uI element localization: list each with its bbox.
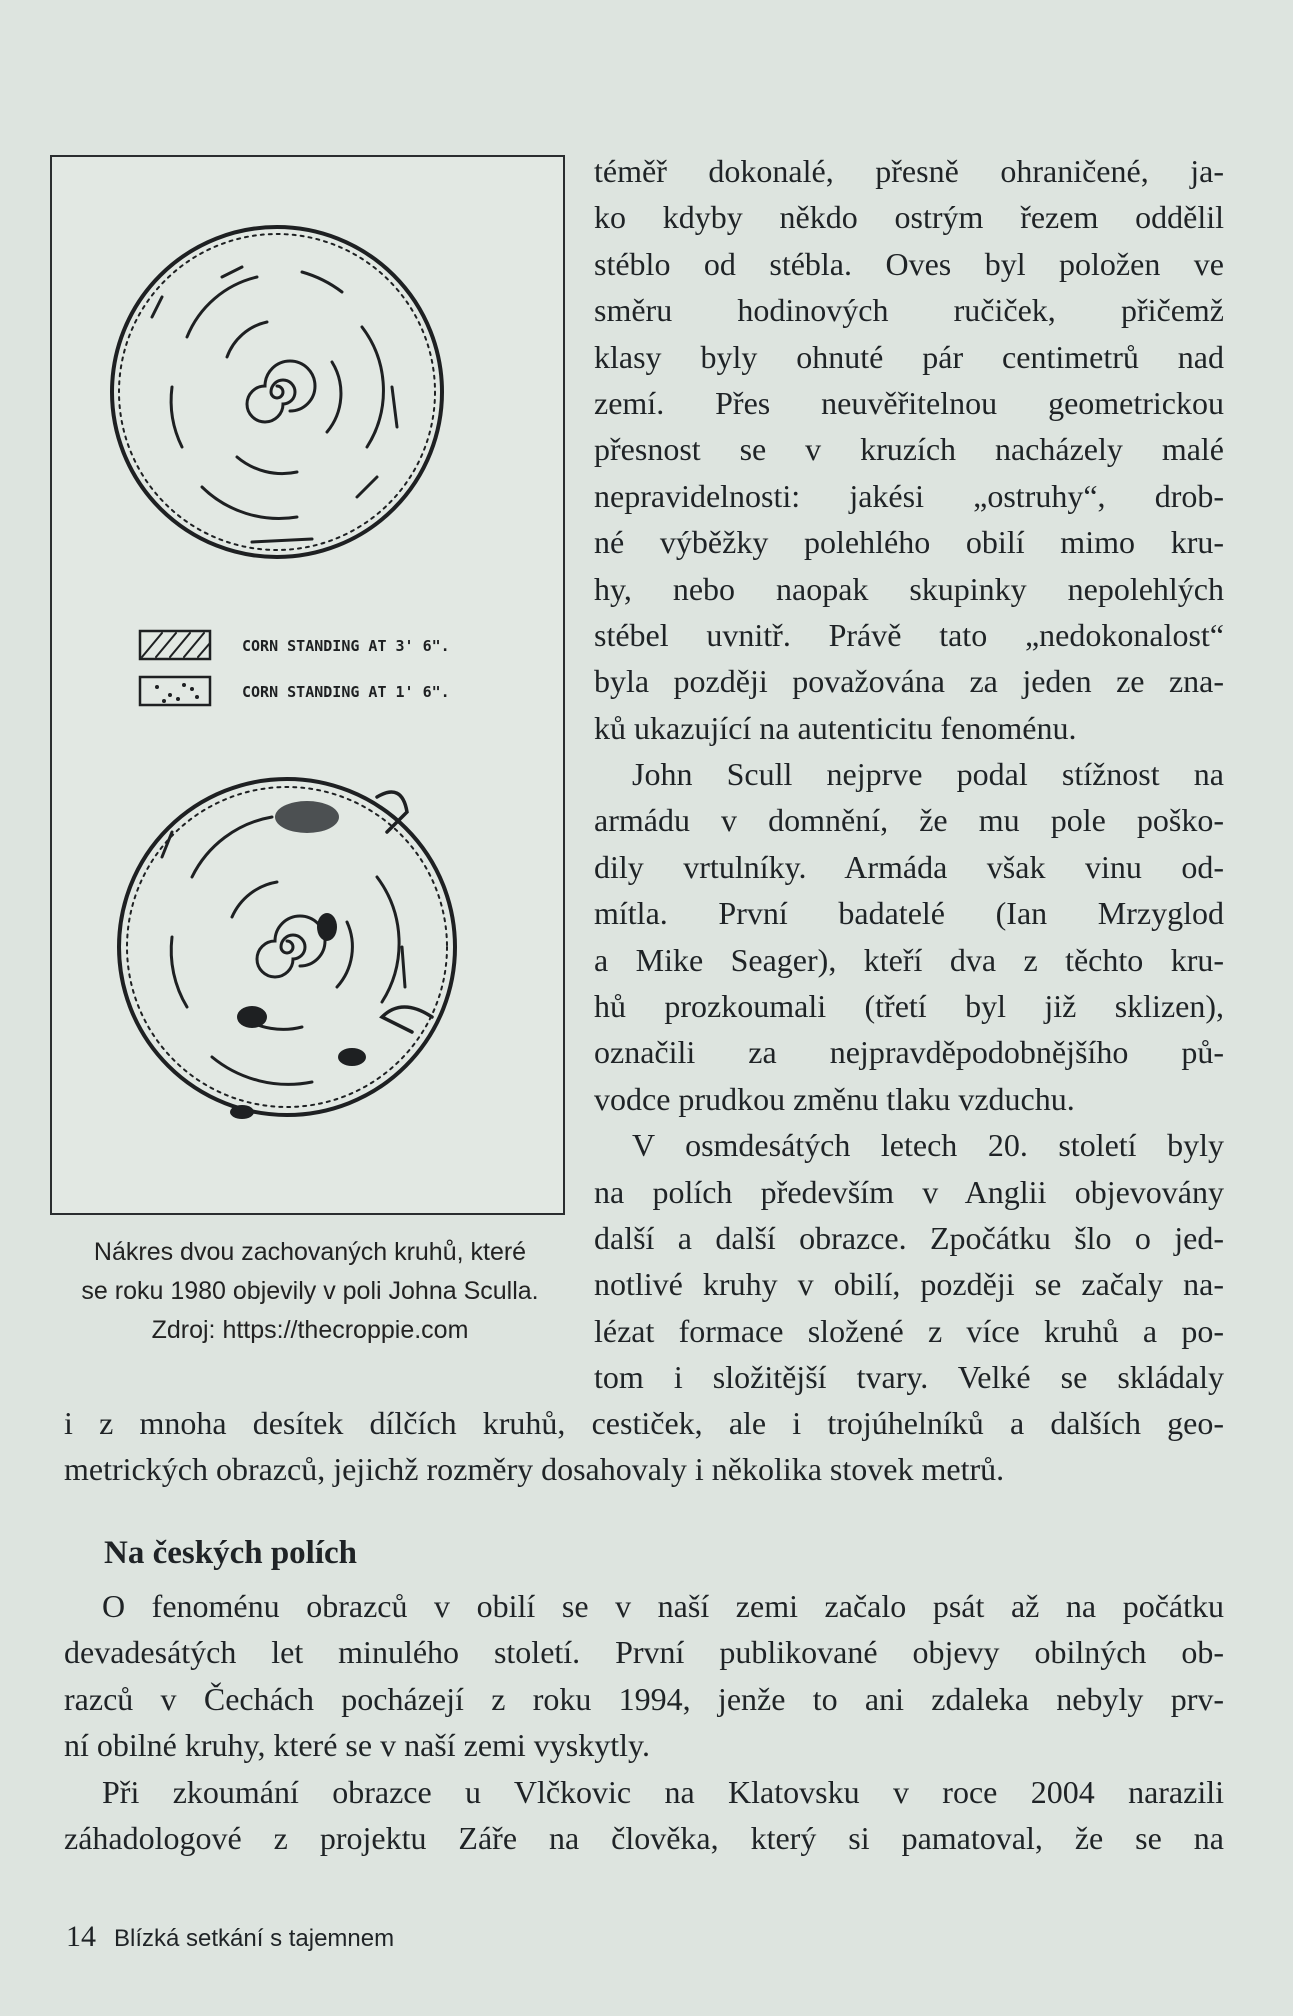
text-line: téměř dokonalé, přesně ohraničené, ja-	[594, 153, 1224, 189]
section-heading: Na českých polích	[104, 1535, 358, 1571]
text-line: stébel uvnitř. Právě tato „nedokonalost“	[594, 616, 1224, 653]
page-number: 14	[66, 1920, 96, 1953]
section-text	[64, 1583, 1224, 1861]
caption-line: se roku 1980 objevily v poli Johna Sculla.	[81, 1277, 539, 1305]
text-line: označili za nejpravděpodobnějšího pů-	[594, 1034, 1224, 1071]
text-line: vodce prudkou změnu tlaku vzduchu.	[594, 1080, 1075, 1117]
text-line: John Scull nejprve podal stížnost na	[632, 756, 1224, 793]
text-line: Při zkoumání obrazce u Vlčkovic na Klatovsku v roce 2004 narazili	[102, 1773, 1224, 1810]
caption-line: Zdroj: https://thecroppie.com	[151, 1316, 469, 1344]
text-line: nepravidelnosti: jakési „ostruhy“, drob-	[594, 477, 1224, 514]
caption-line: Nákres dvou zachovaných kruhů, které	[93, 1238, 527, 1266]
text-line: přesnost se v kruzích nacházely malé	[594, 431, 1224, 468]
crop-circle-drawing	[52, 157, 563, 1213]
text-line: V osmdesátých letech 20. století byly	[632, 1127, 1224, 1164]
text-line: tom i složitější tvary. Velké se skládaly	[594, 1359, 1224, 1396]
text-line: lézat formace složené z více kruhů a po-	[594, 1312, 1224, 1349]
text-line: na polích především v Anglii objevovány	[594, 1173, 1224, 1210]
text-line: hů prozkoumali (třetí byl již sklizen),	[594, 988, 1224, 1025]
right-column-text	[594, 148, 1224, 1401]
running-title: Blízká setkání s tajemnem	[114, 1925, 395, 1952]
text-line: devadesátých let minulého století. První publikované objevy obilných ob-	[64, 1634, 1224, 1671]
text-line: ko kdyby někdo ostrým řezem oddělil	[594, 199, 1224, 236]
text-line: O fenoménu obrazců v obilí se v naší zemi začalo psát až na počátku	[102, 1588, 1224, 1624]
text-line: i z mnoha desítek dílčích kruhů, cestiček, ale i trojúhelníků a dalších geo-	[64, 1405, 1224, 1441]
full-width-text	[64, 1400, 1224, 1493]
text-line: zemí. Přes neuvěřitelnou geometrickou	[594, 384, 1224, 421]
text-line: klasy byly ohnuté pár centimetrů nad	[594, 338, 1224, 375]
legend-label-tall: CORN STANDING AT 3' 6".	[242, 637, 450, 655]
page-footer	[66, 1920, 394, 1954]
text-line: notlivé kruhy v obilí, později se začaly na-	[594, 1266, 1224, 1303]
text-line: a Mike Seager), kteří dva z těchto kru-	[594, 941, 1224, 978]
text-line: záhadologové z projektu Záře na člověka, který si pamatoval, že se na	[64, 1819, 1224, 1856]
legend-label-short: CORN STANDING AT 1' 6".	[242, 683, 450, 701]
text-line: směru hodinových ručiček, přičemž	[594, 292, 1224, 329]
text-line: ků ukazující na autenticitu fenoménu.	[594, 709, 1077, 746]
text-line: né výběžky polehlého obilí mimo kru-	[594, 524, 1224, 561]
text-line: hy, nebo naopak skupinky nepolehlých	[594, 570, 1224, 607]
text-line: metrických obrazců, jejichž rozměry dosahovaly i několika stovek metrů.	[64, 1451, 1005, 1488]
text-line: ní obilné kruhy, které se v naší zemi vyskytly.	[64, 1727, 650, 1764]
text-line: další a další obrazce. Zpočátku šlo o jed-	[594, 1219, 1224, 1256]
text-line: mítla. První badatelé (Ian Mrzyglod	[594, 895, 1224, 932]
text-line: razců v Čechách pocházejí z roku 1994, jenže to ani zdaleka nebyly prv-	[64, 1680, 1224, 1717]
text-line: byla později považována za jeden ze zna-	[594, 663, 1224, 700]
figure-frame	[50, 155, 565, 1215]
figure-caption	[50, 1233, 570, 1350]
text-line: armádu v domnění, že mu pole poško-	[594, 802, 1224, 839]
text-line: dily vrtulníky. Armáda však vinu od-	[594, 848, 1224, 885]
text-line: stéblo od stébla. Oves byl položen ve	[594, 245, 1224, 282]
